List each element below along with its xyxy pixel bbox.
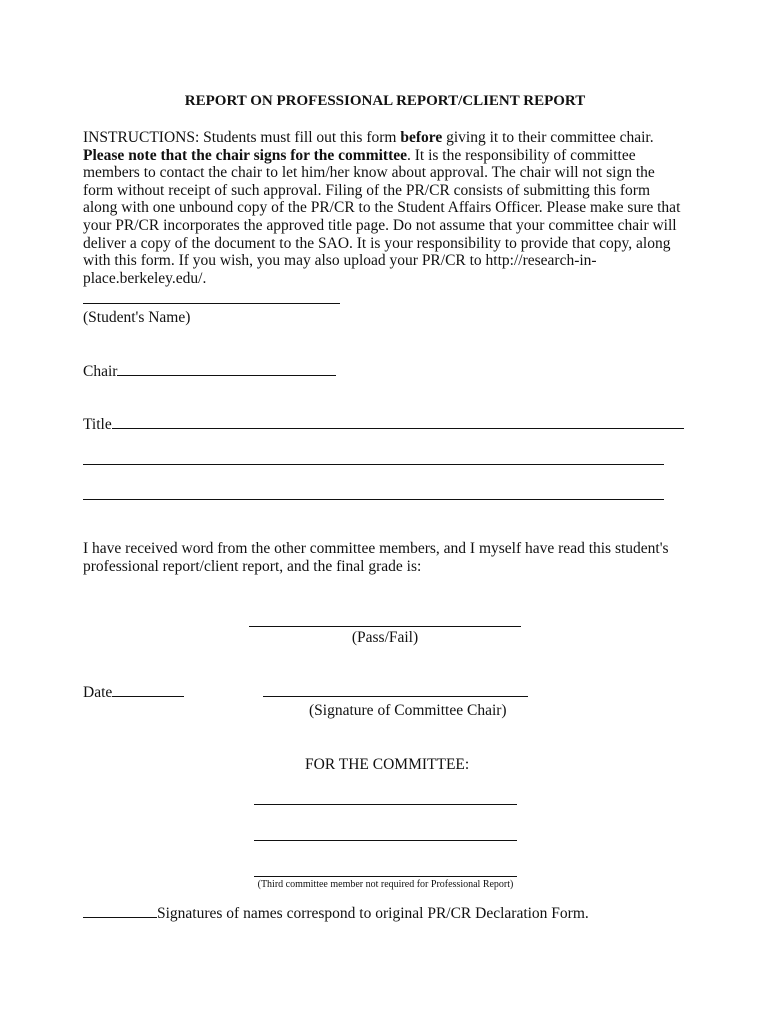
chair-line[interactable] [117, 361, 336, 376]
grade-line[interactable] [249, 626, 521, 627]
chair-signature-line[interactable] [263, 696, 528, 697]
chair-field [83, 361, 336, 381]
declaration-check-line[interactable] [83, 903, 157, 918]
title-line-2[interactable] [83, 464, 664, 465]
instructions-paragraph [83, 129, 688, 287]
instructions-rest: . It is the responsibility of committee members to contact the chair to let him/her know about approval. The chair will not sign the form without receipt of such approval. Filing of the PR/CR consists of submitting this form along with one unbound copy of the PR/CR to the Student Affairs Officer. Please make sure that your PR/CR incorporates the approved title page. Do not assume that your committee chair will deliver a copy of the document to the SAO. It is your responsibility to provide that copy, along with this form. If you wish, you may also upload your PR/CR to http://research-in-place.berkeley.edu/. [83, 146, 681, 287]
instructions-bold-before: before [400, 129, 443, 146]
committee-signature-line-3[interactable] [254, 876, 517, 877]
instructions-mid: giving it to their committee chair. [442, 129, 654, 146]
grade-statement: I have received word from the other committee members, and I myself have read this student's professional report/client report, and the final grade is: [83, 540, 669, 575]
instructions-lead: INSTRUCTIONS: Students must fill out this form [83, 129, 401, 146]
document-title: REPORT ON PROFESSIONAL REPORT/CLIENT REPORT [184, 93, 586, 109]
committee-signature-line-1[interactable] [254, 804, 517, 805]
declaration-text: Signatures of names correspond to original PR/CR Declaration Form. [157, 905, 589, 922]
title-line-3[interactable] [83, 499, 664, 500]
chair-signature-label: (Signature of Committee Chair) [309, 702, 507, 719]
student-name-label: (Student's Name) [83, 309, 191, 326]
committee-signature-line-2[interactable] [254, 840, 517, 841]
third-member-note: (Third committee member not required for Professional Report) [257, 879, 514, 890]
student-name-line[interactable] [83, 303, 340, 304]
date-line[interactable] [112, 682, 184, 697]
instructions-bold-chair-note: Please note that the chair signs for the committee [83, 146, 407, 164]
chair-label: Chair [83, 363, 118, 380]
title-field [83, 414, 684, 434]
title-line[interactable] [112, 414, 684, 429]
committee-heading: FOR THE COMMITTEE: [305, 756, 470, 773]
date-field [83, 682, 184, 702]
date-label: Date [83, 684, 113, 701]
title-label: Title [83, 416, 112, 433]
footer-declaration [83, 903, 589, 923]
pass-fail-label: (Pass/Fail) [351, 629, 419, 646]
